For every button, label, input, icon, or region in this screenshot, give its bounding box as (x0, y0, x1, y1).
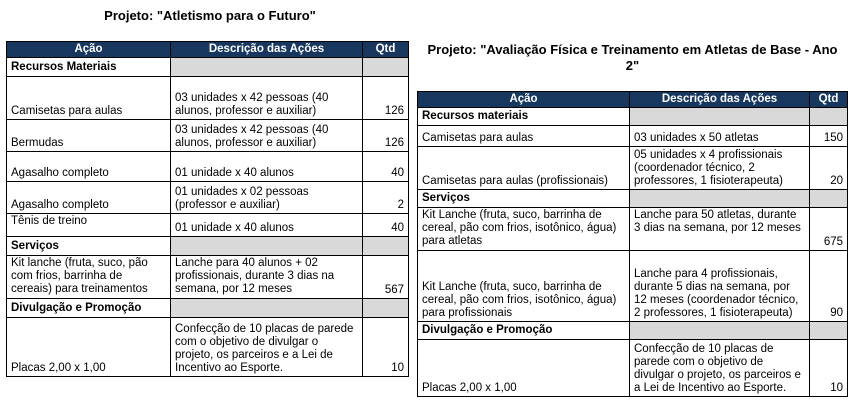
header-row (7, 42, 409, 58)
project-title-avaliacao: Projeto: "Avaliação Física e Treinamento em Atletas de Base - Ano 2" (427, 42, 838, 73)
section-servicos: Serviços (7, 237, 171, 256)
header-qtd: Qtd (810, 92, 848, 108)
header-qtd: Qtd (363, 42, 409, 58)
cell-descricao: Lanche para 50 atletas, durante 3 dias na semana, por 12 meses (630, 208, 810, 251)
table-row (7, 256, 409, 299)
cell-descricao: Confecção de 10 placas de parede com o objetivo de divulgar o projeto, os parceiros e a Lei de Incentivo ao Esporte. (171, 318, 363, 377)
header-descricao: Descrição das Ações (630, 92, 810, 108)
section-row (418, 190, 848, 208)
cell-descricao: 01 unidades x 02 pessoas (professor e auxiliar) (171, 182, 363, 214)
cell-qtd: 567 (363, 256, 409, 299)
section-servicos: Serviços (418, 190, 630, 208)
cell-descricao: 05 unidades x 4 profissionais (coordenador técnico, 2 professores, 1 fisioterapeuta) (630, 147, 810, 190)
cell-qtd: 675 (810, 208, 848, 251)
section-divulgacao: Divulgação e Promoção (7, 299, 171, 318)
section-divulgacao: Divulgação e Promoção (418, 322, 630, 340)
section-filler (630, 322, 810, 340)
cell-acao: Kit lanche (fruta, suco, pão com frios, barrinha de cereais) para treinamentos (7, 256, 171, 299)
cell-descricao: Lanche para 40 alunos + 02 profissionais, durante 3 dias na semana, por 12 meses (171, 256, 363, 299)
section-filler (363, 58, 409, 77)
section-row (418, 108, 848, 126)
section-filler (810, 108, 848, 126)
cell-acao: Tênis de treino (7, 214, 171, 237)
cell-descricao: Confecção de 10 placas de parede com o objetivo de divulgar o projeto, os parceiros e a Lei de Incentivo ao Esporte. (630, 340, 810, 397)
cell-qtd: 90 (810, 251, 848, 322)
cell-descricao: 03 unidades x 50 atletas (630, 126, 810, 147)
cell-acao: Kit Lanche (fruta, suco, barrinha de cereal, pão com frios, isotônico, água) para atletas (418, 208, 630, 251)
cell-acao: Camisetas para aulas (418, 126, 630, 147)
section-row (7, 299, 409, 318)
cell-acao: Bermudas (7, 120, 171, 152)
table-row (418, 208, 848, 251)
cell-descricao: 03 unidades x 42 pessoas (40 alunos, professor e auxiliar) (171, 120, 363, 152)
section-filler (810, 190, 848, 208)
section-filler (630, 190, 810, 208)
table-row (418, 340, 848, 397)
header-acao: Ação (418, 92, 630, 108)
table-row (7, 318, 409, 377)
cell-descricao: Lanche para 4 profissionais, durante 5 dias na semana, por 12 meses (coordenador técnico, 2 professores, 1 fisioterapeuta) (630, 251, 810, 322)
cell-acao: Camisetas para aulas (profissionais) (418, 147, 630, 190)
cell-qtd: 10 (363, 318, 409, 377)
table-row (7, 182, 409, 214)
cell-qtd: 20 (810, 147, 848, 190)
section-row (7, 58, 409, 77)
section-recursos-materiais: Recursos materiais (418, 108, 630, 126)
cell-acao: Agasalho completo (7, 152, 171, 182)
cell-qtd: 126 (363, 77, 409, 120)
cell-qtd: 126 (363, 120, 409, 152)
table-row (7, 120, 409, 152)
cell-qtd: 2 (363, 182, 409, 214)
section-filler (363, 299, 409, 318)
table-row (418, 147, 848, 190)
project-title-atletismo: Projeto: "Atletismo para o Futuro" (104, 8, 316, 23)
actions-table-atletismo (6, 41, 409, 377)
cell-acao: Placas 2,00 x 1,00 (418, 340, 630, 397)
cell-qtd: 150 (810, 126, 848, 147)
section-filler (171, 299, 363, 318)
section-filler (630, 108, 810, 126)
cell-qtd: 40 (363, 214, 409, 237)
cell-acao: Kit Lanche (fruta, suco, barrinha de cereal, pão com frios, isotônico, água) para profissionais (418, 251, 630, 322)
section-row (7, 237, 409, 256)
cell-descricao: 03 unidades x 42 pessoas (40 alunos, professor e auxiliar) (171, 77, 363, 120)
section-filler (810, 322, 848, 340)
table-row (7, 77, 409, 120)
section-filler (171, 237, 363, 256)
header-acao: Ação (7, 42, 171, 58)
section-filler (363, 237, 409, 256)
cell-acao: Camisetas para aulas (7, 77, 171, 120)
header-descricao: Descrição das Ações (171, 42, 363, 58)
cell-acao: Agasalho completo (7, 182, 171, 214)
cell-acao: Placas 2,00 x 1,00 (7, 318, 171, 377)
section-row (418, 322, 848, 340)
table-row (418, 126, 848, 147)
table-row (7, 152, 409, 182)
section-filler (171, 58, 363, 77)
cell-qtd: 40 (363, 152, 409, 182)
cell-descricao: 01 unidade x 40 alunos (171, 152, 363, 182)
header-row (418, 92, 848, 108)
actions-table-avaliacao (417, 91, 848, 397)
cell-descricao: 01 unidade x 40 alunos (171, 214, 363, 237)
table-row (7, 214, 409, 237)
table-row (418, 251, 848, 322)
cell-qtd: 10 (810, 340, 848, 397)
section-recursos-materiais: Recursos Materiais (7, 58, 171, 77)
